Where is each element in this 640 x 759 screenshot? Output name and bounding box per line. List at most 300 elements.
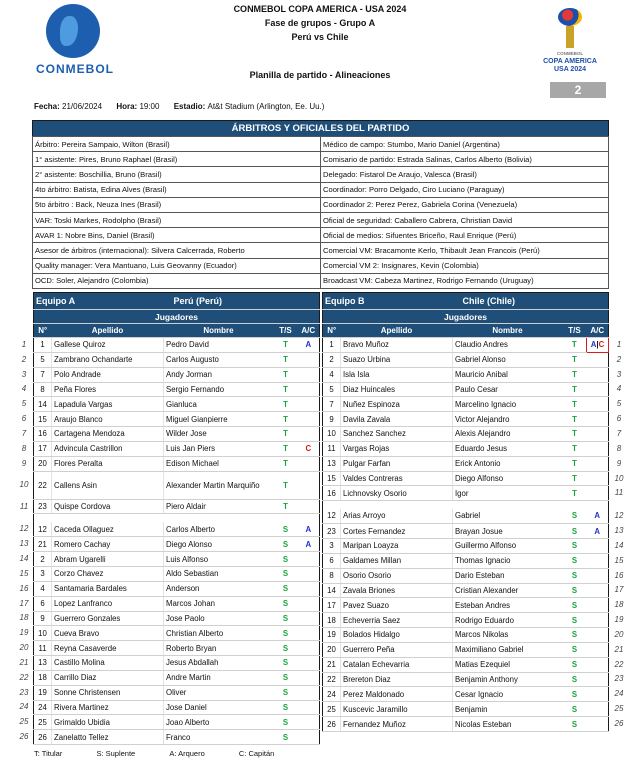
player-number: 3 (34, 566, 52, 581)
official-left: Quality manager: Vera Mantuano, Luis Geovanny (Ecuador) (33, 258, 321, 273)
player-role (298, 427, 320, 442)
player-row (34, 412, 320, 427)
official-right: Delegado: Fistarol De Araujo, Valesca (Brasil) (321, 167, 609, 182)
player-status: S (274, 715, 298, 730)
margin-row-number: 21 (19, 657, 29, 667)
player-name: Igor (453, 486, 563, 501)
section-gap (323, 501, 609, 509)
player-number: 2 (323, 352, 341, 367)
player-surname: Suazo Urbina (341, 352, 453, 367)
officials-row (33, 212, 609, 227)
player-status: T (563, 397, 587, 412)
player-surname: Cartagena Mendoza (52, 427, 164, 442)
player-name: Paulo Cesar (453, 382, 563, 397)
player-surname: Fernandez Muñoz (341, 717, 453, 732)
player-surname: Zambrano Ochandarte (52, 352, 164, 367)
player-name: Andy Jorman (164, 367, 274, 382)
player-name: Cesar Ignacio (453, 687, 563, 702)
players-header (34, 310, 320, 324)
player-row (323, 717, 609, 732)
player-number: 19 (34, 685, 52, 700)
player-surname: Carrillo Diaz (52, 670, 164, 685)
player-role (298, 471, 320, 499)
player-row (323, 397, 609, 412)
legend (34, 749, 614, 758)
player-role (587, 486, 609, 501)
time-label: Hora: (116, 102, 138, 111)
margin-row-number: 14 (19, 554, 29, 564)
player-number: 9 (323, 412, 341, 427)
player-surname: Diaz Huincales (341, 382, 453, 397)
official-left: AVAR 1: Nobre Bins, Daniel (Brasil) (33, 228, 321, 243)
player-status: T (274, 397, 298, 412)
legend-arquero: A: Arquero (169, 749, 205, 758)
player-row (323, 642, 609, 657)
player-surname: Reyna Casaverde (52, 641, 164, 656)
title-line-3: Perú vs Chile (291, 32, 349, 42)
player-status: T (274, 338, 298, 353)
player-status: S (274, 670, 298, 685)
player-name: Oliver (164, 685, 274, 700)
player-surname: Santamaria Bardales (52, 581, 164, 596)
player-row (34, 656, 320, 671)
player-number: 7 (34, 367, 52, 382)
player-role (587, 397, 609, 412)
player-role (298, 566, 320, 581)
player-number: 23 (323, 524, 341, 539)
margin-row-number: 19 (19, 628, 29, 638)
conmebol-logo (32, 4, 118, 82)
player-row (323, 657, 609, 672)
player-surname: Romero Cachay (52, 537, 164, 552)
player-surname: Catalan Echevarria (341, 657, 453, 672)
player-surname: Gallese Quiroz (52, 338, 164, 353)
officials-row (33, 228, 609, 243)
officials-row (33, 243, 609, 258)
player-row (323, 598, 609, 613)
player-role (587, 598, 609, 613)
margin-row-number: 19 (614, 615, 624, 625)
player-number: 19 (323, 628, 341, 643)
player-surname: Corzo Chavez (52, 566, 164, 581)
margin-row-number: 23 (19, 687, 29, 697)
official-right: Coordinador: Porro Delgado, Ciro Luciano (Paraguay) (321, 182, 609, 197)
player-number: 26 (323, 717, 341, 732)
player-name: Edison Michael (164, 456, 274, 471)
margin-row-number: 24 (614, 689, 624, 699)
player-number: 9 (34, 611, 52, 626)
margin-row-number: 3 (616, 369, 622, 379)
player-name: Nicolas Esteban (453, 717, 563, 732)
player-number: 4 (323, 367, 341, 382)
player-status: T (274, 471, 298, 499)
player-row (323, 382, 609, 397)
player-name: Sergio Fernando (164, 382, 274, 397)
player-row (34, 566, 320, 581)
player-name: Rodrigo Eduardo (453, 613, 563, 628)
player-surname: Davila Zavala (341, 412, 453, 427)
player-status: S (274, 566, 298, 581)
player-row (323, 568, 609, 583)
margin-row-number: 16 (614, 570, 624, 580)
column-header: N° (323, 324, 341, 338)
player-role (298, 626, 320, 641)
player-surname: Callens Asin (52, 471, 164, 499)
player-number: 10 (323, 427, 341, 442)
player-status: S (274, 611, 298, 626)
margin-row-number: 4 (616, 384, 622, 394)
match-number-badge: 2 (550, 82, 606, 98)
player-surname: Abram Ugarelli (52, 552, 164, 567)
player-role (298, 656, 320, 671)
margin-row-number: 17 (19, 598, 29, 608)
player-role (587, 352, 609, 367)
player-surname: Lapadula Vargas (52, 397, 164, 412)
player-number: 21 (323, 657, 341, 672)
legend-suplente: S: Suplente (96, 749, 136, 758)
player-number: 13 (34, 656, 52, 671)
player-role (587, 471, 609, 486)
player-status: S (274, 700, 298, 715)
player-role (298, 670, 320, 685)
role-captain: C (598, 340, 605, 350)
player-status: S (563, 702, 587, 717)
player-name: Joao Alberto (164, 715, 274, 730)
margin-row-number: 6 (616, 414, 622, 424)
team-name: Chile (Chile) (453, 293, 609, 310)
player-role (298, 412, 320, 427)
page-header (0, 0, 640, 112)
player-surname: Advincula Castrillon (52, 441, 164, 456)
player-surname: Guerrero Peña (341, 642, 453, 657)
players-header (323, 310, 609, 324)
official-left: 1° asistente: Pires, Bruno Raphael (Brasil) (33, 152, 321, 167)
margin-row-number: 4 (21, 384, 27, 394)
margin-row-number: 2 (616, 354, 622, 364)
player-row (323, 456, 609, 471)
player-name: Jose Daniel (164, 700, 274, 715)
player-number: 15 (34, 412, 52, 427)
margin-row-number: 7 (21, 428, 27, 438)
player-number: 20 (323, 642, 341, 657)
player-name: Victor Alejandro (453, 412, 563, 427)
margin-row-number: 11 (614, 488, 624, 498)
margin-row-number: 20 (19, 643, 29, 653)
player-surname: Castillo Molina (52, 656, 164, 671)
player-role (298, 700, 320, 715)
player-status: S (274, 685, 298, 700)
official-right: Oficial de medios: Sifuentes Briceño, Raul Enrique (Perú) (321, 228, 609, 243)
player-role (298, 685, 320, 700)
player-surname: Perez Maldonado (341, 687, 453, 702)
margin-row-number: 1 (21, 339, 27, 349)
margin-row-number: 5 (616, 399, 622, 409)
column-header: T/S (563, 324, 587, 338)
player-number: 6 (34, 596, 52, 611)
player-surname: Valdes Contreras (341, 471, 453, 486)
player-row (34, 499, 320, 514)
margin-row-number: 5 (21, 399, 27, 409)
player-number: 11 (323, 441, 341, 456)
player-row (34, 670, 320, 685)
margin-row-number: 1 (616, 339, 622, 349)
player-surname: Pavez Suazo (341, 598, 453, 613)
time-value: 19:00 (139, 102, 160, 111)
player-number: 12 (323, 509, 341, 524)
player-name: Esteban Andres (453, 598, 563, 613)
player-role (587, 382, 609, 397)
player-row (34, 581, 320, 596)
role-separator: | (596, 340, 599, 350)
player-row (323, 687, 609, 702)
column-header: Apellido (341, 324, 453, 338)
player-status: T (274, 382, 298, 397)
player-name: Andre Martin (164, 670, 274, 685)
player-status: T (274, 367, 298, 382)
player-role (298, 352, 320, 367)
player-surname: Galdames Millan (341, 553, 453, 568)
player-role (587, 367, 609, 382)
players-label: Jugadores (34, 310, 320, 324)
player-number: 14 (323, 583, 341, 598)
player-name: Luis Alfonso (164, 552, 274, 567)
player-name: Roberto Bryan (164, 641, 274, 656)
player-status: S (274, 522, 298, 537)
role-goalkeeper: A (590, 340, 597, 350)
conmebol-wordmark: CONMEBOL (36, 62, 114, 76)
player-number: 17 (323, 598, 341, 613)
column-headers (34, 324, 320, 338)
officials-row (33, 258, 609, 273)
official-left: 2° asistente: Boschillia, Bruno (Brasil) (33, 167, 321, 182)
margin-row-number: 24 (19, 702, 29, 712)
player-number: 5 (34, 352, 52, 367)
player-row (34, 552, 320, 567)
column-header: Nombre (453, 324, 563, 338)
player-row (34, 537, 320, 552)
player-role (298, 581, 320, 596)
official-right: Comercial VM 2: Insignares, Kevin (Colombia) (321, 258, 609, 273)
player-name: Brayan Josue (453, 524, 563, 539)
player-name: Marcos Nikolas (453, 628, 563, 643)
player-row (34, 626, 320, 641)
player-status: S (274, 656, 298, 671)
player-surname: Brereton Diaz (341, 672, 453, 687)
official-right: Oficial de seguridad: Caballero Cabrera, Christian David (321, 212, 609, 227)
player-surname: Bravo Muñoz (341, 338, 453, 353)
player-name: Thomas Ignacio (453, 553, 563, 568)
margin-row-number: 13 (614, 526, 624, 536)
margin-row-number: 21 (614, 644, 624, 654)
player-role (298, 382, 320, 397)
player-name: Piero Aldair (164, 499, 274, 514)
player-number: 21 (34, 537, 52, 552)
player-status: S (563, 628, 587, 643)
player-surname: Sanchez Sanchez (341, 427, 453, 442)
column-headers (323, 324, 609, 338)
player-name: Matias Ezequiel (453, 657, 563, 672)
player-role (587, 613, 609, 628)
player-row (34, 641, 320, 656)
margin-row-number: 25 (19, 717, 29, 727)
player-number: 3 (323, 538, 341, 553)
player-name: Jose Paolo (164, 611, 274, 626)
player-row (323, 352, 609, 367)
player-surname: Sonne Christensen (52, 685, 164, 700)
player-role: C (298, 441, 320, 456)
player-status: S (563, 583, 587, 598)
official-right: Broadcast VM: Cabeza Martinez, Rodrigo Fernando (Uruguay) (321, 273, 609, 288)
team-name: Perú (Perú) (164, 293, 320, 310)
player-role (587, 338, 609, 353)
player-row (323, 553, 609, 568)
player-row (34, 338, 320, 353)
player-row (34, 352, 320, 367)
margin-row-number: 18 (19, 613, 29, 623)
player-row (323, 338, 609, 353)
player-status: S (563, 568, 587, 583)
player-number: 23 (34, 499, 52, 514)
player-surname: Zanelatto Tellez (52, 730, 164, 745)
player-row (34, 427, 320, 442)
player-surname: Peña Flores (52, 382, 164, 397)
player-surname: Guerrero Gonzales (52, 611, 164, 626)
player-name: Carlos Augusto (164, 352, 274, 367)
player-row (34, 611, 320, 626)
player-status: T (274, 441, 298, 456)
margin-row-number: 16 (19, 583, 29, 593)
player-number: 8 (323, 568, 341, 583)
player-row (34, 730, 320, 745)
player-number: 1 (323, 338, 341, 353)
player-role (587, 717, 609, 732)
player-row (34, 700, 320, 715)
player-surname: Nuñez Espinoza (341, 397, 453, 412)
column-header: A/C (298, 324, 320, 338)
player-surname: Lichnovsky Osorio (341, 486, 453, 501)
player-role (587, 702, 609, 717)
section-gap (34, 514, 320, 522)
player-status: S (563, 538, 587, 553)
player-role (298, 596, 320, 611)
player-role (298, 397, 320, 412)
player-status: S (563, 672, 587, 687)
margin-row-number: 2 (21, 354, 27, 364)
player-row (323, 471, 609, 486)
margin-row-number: 23 (614, 674, 624, 684)
player-number: 5 (323, 382, 341, 397)
player-name: Diego Alonso (164, 537, 274, 552)
date-label: Fecha: (34, 102, 60, 111)
player-number: 22 (323, 672, 341, 687)
player-name: Franco (164, 730, 274, 745)
player-number: 22 (34, 471, 52, 499)
player-surname: Maripan Loayza (341, 538, 453, 553)
player-number: 18 (34, 670, 52, 685)
player-name: Cristian Alexander (453, 583, 563, 598)
player-number: 12 (34, 522, 52, 537)
player-row (34, 456, 320, 471)
player-status: T (563, 441, 587, 456)
player-role (587, 456, 609, 471)
player-status: T (563, 427, 587, 442)
officials-row (33, 137, 609, 152)
document-title (150, 2, 490, 44)
player-role: A (298, 537, 320, 552)
player-status: T (563, 367, 587, 382)
player-row (34, 685, 320, 700)
player-status: T (274, 456, 298, 471)
player-row (323, 486, 609, 501)
player-number: 15 (323, 471, 341, 486)
player-role (587, 427, 609, 442)
player-role (298, 641, 320, 656)
player-name: Marcelino Ignacio (453, 397, 563, 412)
player-number: 18 (323, 613, 341, 628)
player-name: Jesus Abdallah (164, 656, 274, 671)
player-number: 7 (323, 397, 341, 412)
player-row (323, 509, 609, 524)
player-status: S (563, 524, 587, 539)
margin-row-number: 8 (616, 443, 622, 453)
player-row (323, 613, 609, 628)
column-header: A/C (587, 324, 609, 338)
player-name: Aldo Sebastian (164, 566, 274, 581)
margin-row-number: 22 (614, 659, 624, 669)
player-surname: Cueva Bravo (52, 626, 164, 641)
player-name: Marcos Johan (164, 596, 274, 611)
player-role (587, 553, 609, 568)
player-surname: Grimaldo Ubidia (52, 715, 164, 730)
player-role (587, 412, 609, 427)
player-surname: Kuscevic Jaramillo (341, 702, 453, 717)
player-status: S (274, 730, 298, 745)
player-name: Anderson (164, 581, 274, 596)
player-row (323, 524, 609, 539)
player-surname: Flores Peralta (52, 456, 164, 471)
player-surname: Araujo Blanco (52, 412, 164, 427)
player-role (587, 657, 609, 672)
player-status: S (274, 552, 298, 567)
player-role (298, 367, 320, 382)
player-surname: Vargas Rojas (341, 441, 453, 456)
player-role: A (587, 509, 609, 524)
margin-row-number: 3 (21, 369, 27, 379)
player-surname: Isla Isla (341, 367, 453, 382)
player-status: S (274, 596, 298, 611)
player-name: Wilder Jose (164, 427, 274, 442)
margin-row-number: 10 (19, 480, 29, 490)
copa-brand-line-1: CONMEBOL (556, 51, 584, 56)
player-number: 10 (34, 626, 52, 641)
player-role (587, 583, 609, 598)
player-status: T (274, 412, 298, 427)
official-left: 4to árbitro: Batista, Edina Alves (Brasil) (33, 182, 321, 197)
player-surname: Pulgar Farfan (341, 456, 453, 471)
player-surname: Zavala Briones (341, 583, 453, 598)
player-name: Benjamin (453, 702, 563, 717)
player-status: S (563, 657, 587, 672)
title-line-1: CONMEBOL COPA AMERICA - USA 2024 (233, 4, 407, 14)
player-row (34, 471, 320, 499)
player-role (298, 611, 320, 626)
margin-row-number: 15 (19, 568, 29, 578)
player-role (587, 538, 609, 553)
player-row (34, 522, 320, 537)
player-role: A (298, 338, 320, 353)
player-name: Alexis Alejandro (453, 427, 563, 442)
player-status: T (563, 338, 587, 353)
